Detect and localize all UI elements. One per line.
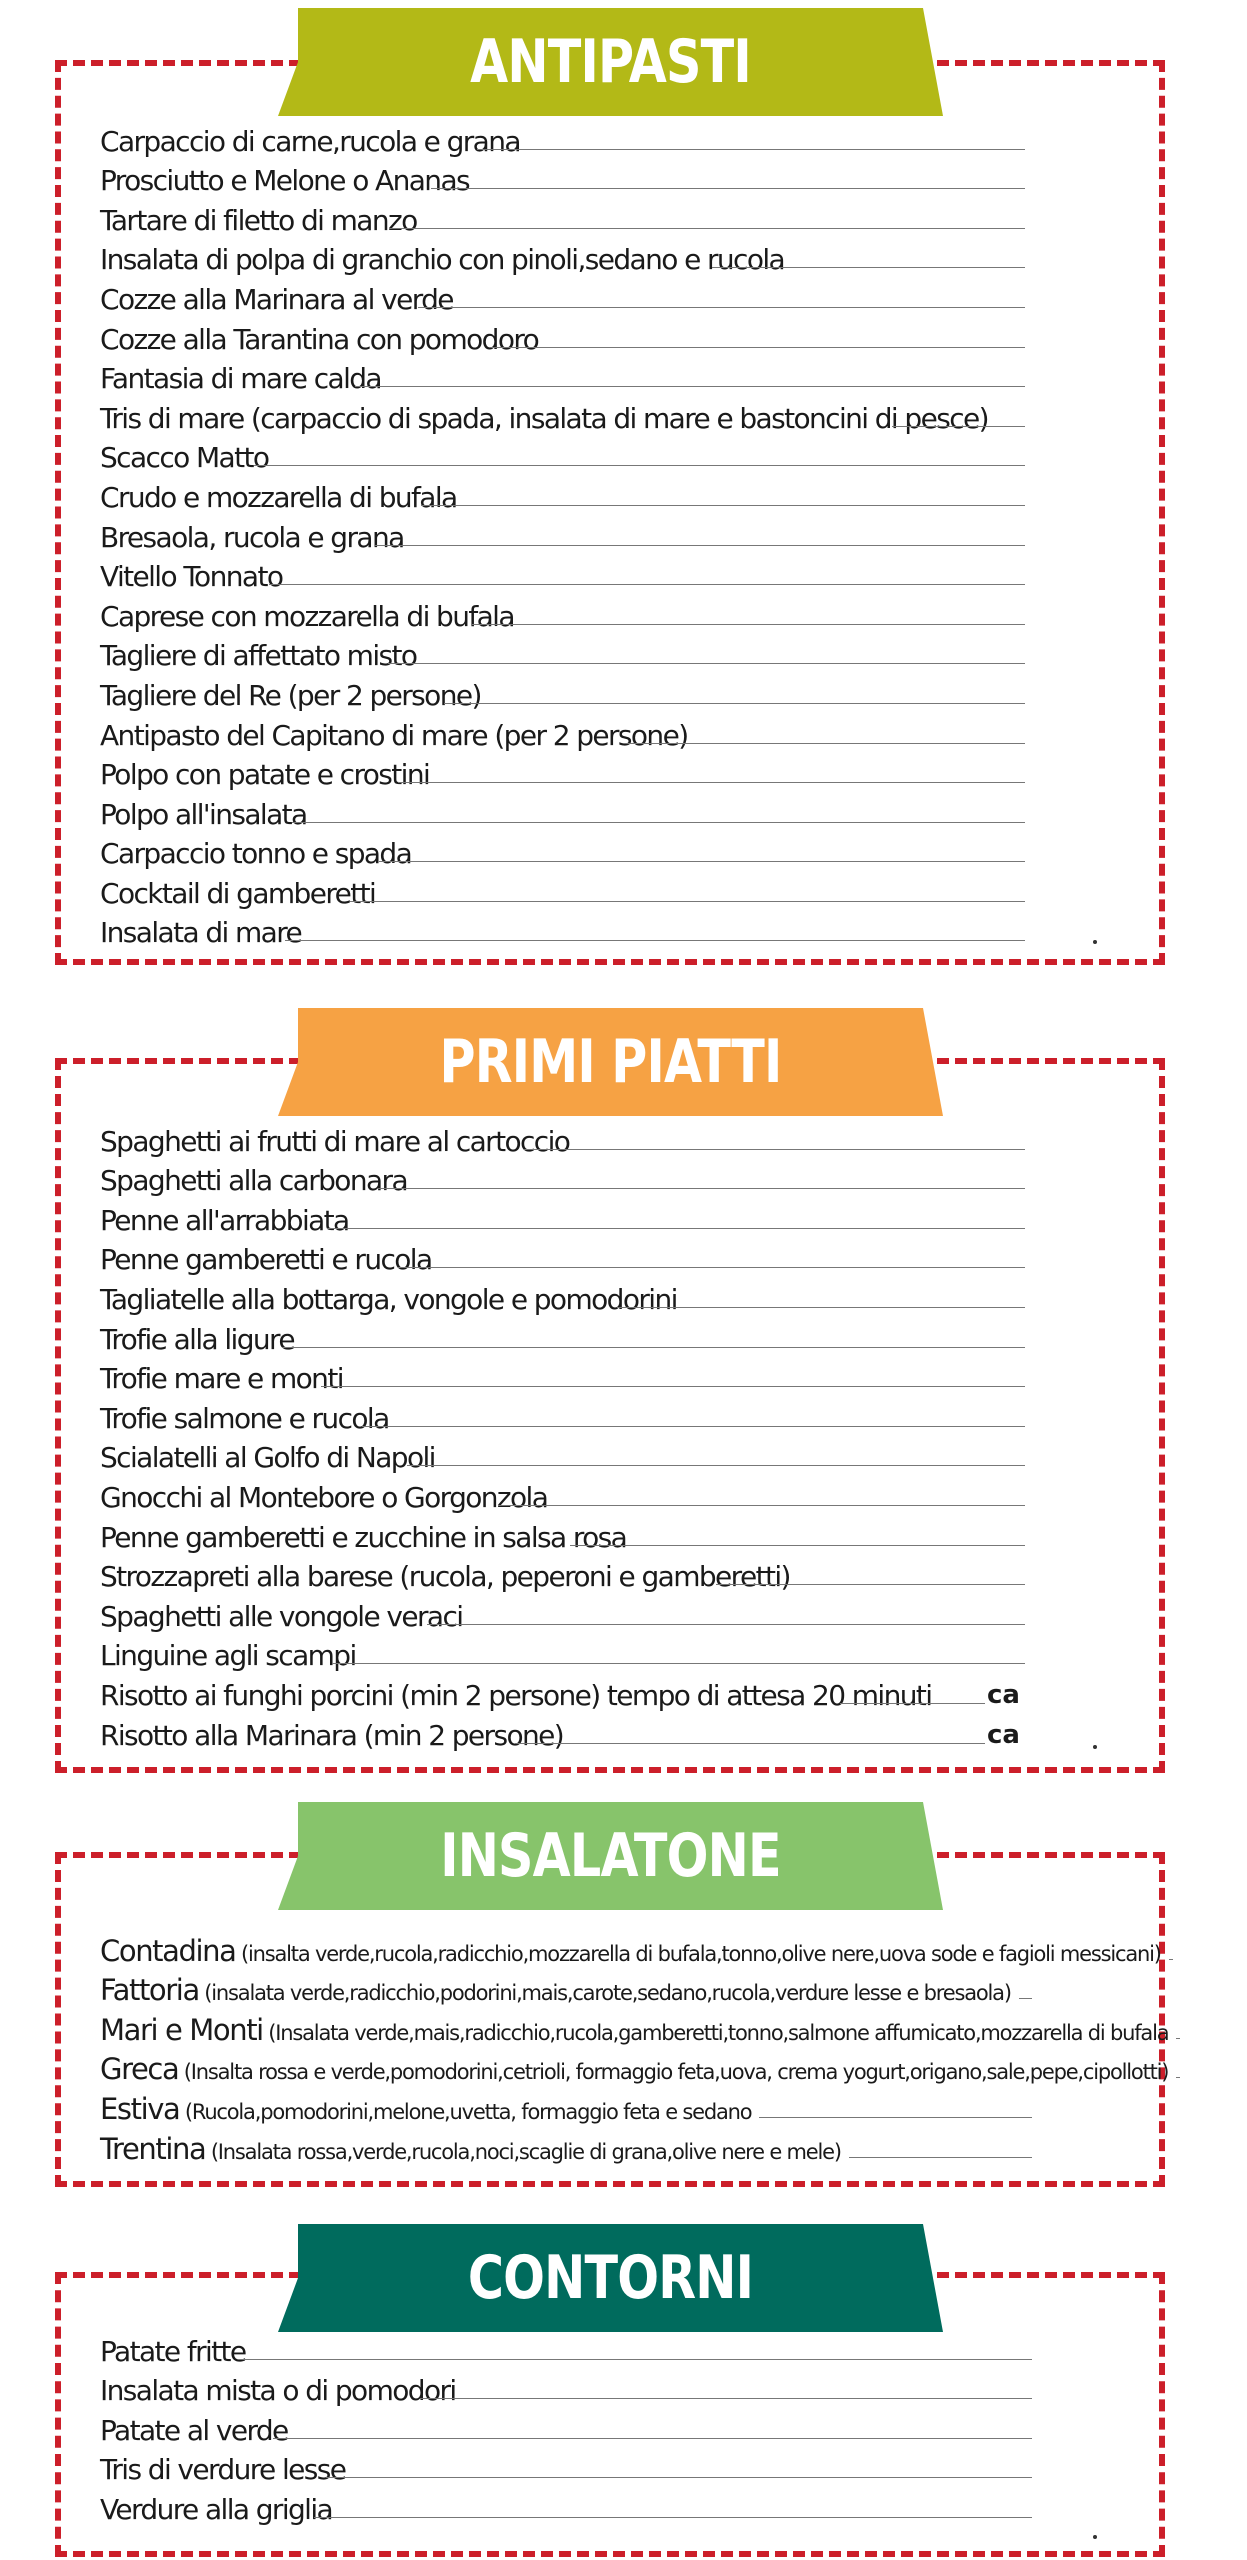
price-leader-line <box>444 702 1025 704</box>
price-leader-line <box>471 623 1025 625</box>
menu-item-name: Linguine agli scampi <box>100 1639 356 1673</box>
menu-item <box>100 1197 1025 1237</box>
decorative-dot <box>1093 1745 1097 1749</box>
menu-item <box>100 514 1025 554</box>
menu-item-name: Caprese con mozzarella di bufala <box>100 599 514 633</box>
price-leader-line <box>314 2516 1032 2518</box>
primi-title: PRIMI PIATTI <box>439 1027 782 1097</box>
price-leader-line <box>418 306 1025 308</box>
menu-item <box>100 435 1025 475</box>
price-leader-line <box>388 662 1025 664</box>
menu-item <box>100 633 1025 673</box>
menu-item-name: Bresaola, rucola e grana <box>100 520 404 554</box>
menu-item-name: Gnocchi al Montebore o Gorgonzola <box>100 1480 548 1514</box>
menu-item <box>100 1435 1025 1475</box>
salad-name: Greca <box>100 2052 179 2087</box>
insalatone-banner <box>278 1802 943 1910</box>
price-leader-line <box>1176 2076 1180 2078</box>
salad-item <box>100 1968 1032 2008</box>
menu-item-name: Tagliere di affettato misto <box>100 639 417 673</box>
price-leader-line <box>269 583 1025 585</box>
menu-item <box>100 1356 1025 1396</box>
menu-item <box>100 1633 1025 1673</box>
price-leader-line <box>849 2156 1032 2158</box>
menu-item-name: Risotto ai funghi porcini (min 2 persone) tempo di attesa 20 minuti <box>100 1678 932 1712</box>
price-leader-line <box>431 187 1025 189</box>
menu-item-name: Penne gamberetti e zucchine in salsa rosa <box>100 1520 627 1554</box>
price-leader-line <box>515 1742 985 1744</box>
menu-item <box>100 1158 1025 1198</box>
price-leader-line <box>892 425 1025 427</box>
menu-item <box>100 395 1025 435</box>
menu-item-name: Polpo all'insalata <box>100 797 307 831</box>
menu-item <box>100 118 1025 158</box>
price-fragment: ca <box>987 1719 1020 1750</box>
menu-item-name: Scacco Matto <box>100 441 269 475</box>
menu-item <box>100 276 1025 316</box>
antipasti-list <box>100 118 1025 949</box>
salad-name: Fattoria <box>100 1973 199 2008</box>
menu-item-name: Crudo e mozzarella di bufala <box>100 480 457 514</box>
salad-description: (insalta verde,rucola,radicchio,mozzarella di bufala,tonno,olive nere,uova sode e fagioli messicani) <box>235 1941 1161 1966</box>
menu-item-name: Tartare di filetto di manzo <box>100 203 417 237</box>
price-leader-line <box>292 821 1025 823</box>
menu-item <box>100 1316 1025 1356</box>
menu-item <box>100 2368 1032 2408</box>
price-leader-line <box>421 504 1025 506</box>
price-leader-line <box>712 266 1026 268</box>
salad-description: (Insalata verde,mais,radicchio,rucola,gamberetti,tonno,salmone affumicato,mozzarella di bufala <box>262 2020 1169 2045</box>
menu-item <box>100 158 1025 198</box>
price-leader-line <box>498 1504 1025 1506</box>
menu-item-name: Tris di verdure lesse <box>100 2453 346 2487</box>
menu-item-name: Spaghetti alle vongole veraci <box>100 1599 463 1633</box>
price-leader-line <box>1019 1997 1032 1999</box>
menu-item <box>100 1514 1025 1554</box>
menu-item-name: Trofie salmone e rucola <box>100 1401 389 1435</box>
menu-item <box>100 356 1025 396</box>
menu-item-name: Risotto alla Marinara (min 2 persone) <box>100 1718 564 1752</box>
menu-item-name: Tagliere del Re (per 2 persone) <box>100 678 481 712</box>
menu-item <box>100 831 1025 871</box>
insalatone-title: INSALATONE <box>440 1821 781 1891</box>
menu-item <box>100 1474 1025 1514</box>
menu-item <box>100 791 1025 831</box>
menu-item-name: Verdure alla griglia <box>100 2492 333 2526</box>
price-leader-line <box>617 1306 1025 1308</box>
salad-description: (Insalata rossa,verde,rucola,noci,scaglie di grana,olive nere e mele) <box>205 2139 841 2164</box>
menu-item <box>100 1118 1025 1158</box>
menu-item-name: Prosciutto e Melone o Ananas <box>100 164 469 198</box>
price-leader-line <box>375 544 1025 546</box>
primi-banner <box>278 1008 943 1116</box>
menu-item-name: Insalata di polpa di granchio con pinoli,sedano e rucola <box>100 243 785 277</box>
salad-item <box>100 2126 1032 2166</box>
menu-item-name: Cocktail di gamberetti <box>100 876 376 910</box>
menu-item <box>100 1672 1025 1712</box>
salad-name: Contadina <box>100 1933 236 1968</box>
antipasti-banner <box>278 8 943 116</box>
menu-item-name: Spaghetti alla carbonara <box>100 1164 408 1198</box>
menu-item-name: Antipasto del Capitano di mare (per 2 persone) <box>100 718 688 752</box>
contorni-banner <box>278 2224 943 2332</box>
price-leader-line <box>254 464 1025 466</box>
menu-item-name: Patate fritte <box>100 2334 246 2368</box>
price-leader-line <box>570 1544 1025 1546</box>
menu-item <box>100 554 1025 594</box>
menu-item <box>100 197 1025 237</box>
menu-item-name: Insalata mista o di pomodori <box>100 2374 456 2408</box>
menu-item-name: Trofie alla ligure <box>100 1322 294 1356</box>
menu-item <box>100 1712 1025 1752</box>
insalatone-list <box>100 1928 1169 2166</box>
menu-item <box>100 672 1025 712</box>
menu-item-name: Polpo con patate e crostini <box>100 758 430 792</box>
decorative-dot <box>1093 2535 1097 2539</box>
menu-item-name: Insalata di mare <box>100 916 302 950</box>
salad-item <box>100 2007 1169 2047</box>
menu-item <box>100 910 1025 950</box>
price-leader-line <box>326 2476 1032 2478</box>
price-leader-line <box>427 1623 1025 1625</box>
menu-item-name: Scialatelli al Golfo di Napoli <box>100 1441 435 1475</box>
menu-item-name: Strozzapreti alla barese (rucola, peperoni e gamberetti) <box>100 1560 790 1594</box>
price-leader-line <box>355 385 1025 387</box>
menu-item <box>100 1237 1025 1277</box>
menu-item <box>100 1276 1025 1316</box>
salad-name: Mari e Monti <box>100 2012 263 2047</box>
menu-item <box>100 2447 1032 2487</box>
contorni-list <box>100 2328 1032 2526</box>
price-leader-line <box>491 346 1025 348</box>
menu-item-name: Cozze alla Marinara al verde <box>100 282 453 316</box>
price-leader-line <box>379 860 1025 862</box>
menu-item <box>100 1554 1025 1594</box>
menu-item <box>100 1395 1025 1435</box>
price-leader-line <box>273 2437 1032 2439</box>
menu-item <box>100 474 1025 514</box>
price-leader-line <box>282 1346 1025 1348</box>
price-leader-line <box>321 1385 1025 1387</box>
antipasti-title: ANTIPASTI <box>470 27 751 97</box>
menu-item-name: Spaghetti ai frutti di mare al cartoccio <box>100 1124 570 1158</box>
menu-item-name: Carpaccio di carne,rucola e grana <box>100 124 520 158</box>
menu-item-name: Tagliatelle alla bottarga, vongole e pomodorini <box>100 1282 677 1316</box>
price-leader-line <box>524 1148 1025 1150</box>
menu-item-name: Patate al verde <box>100 2413 288 2447</box>
price-leader-line <box>398 781 1025 783</box>
menu-item-name: Cozze alla Tarantina con pomodoro <box>100 322 539 356</box>
menu-item-name: Tris di mare (carpaccio di spada, insalata di mare e bastoncini di pesce) <box>100 401 988 435</box>
price-fragment: ca <box>987 1679 1020 1710</box>
primi-list <box>100 1118 1025 1752</box>
price-leader-line <box>716 1583 1025 1585</box>
menu-item <box>100 237 1025 277</box>
menu-item <box>100 316 1025 356</box>
price-leader-line <box>238 2358 1032 2360</box>
menu-item-name: Carpaccio tonno e spada <box>100 837 412 871</box>
price-leader-line <box>398 1266 1025 1268</box>
menu-item <box>100 593 1025 633</box>
price-leader-line <box>407 1464 1025 1466</box>
price-leader-line <box>327 1227 1025 1229</box>
salad-description: (Insalta rossa e verde,pomodorini,cetrioli, formaggio feta,uova, crema yogurt,origano,sale,pepe,cipollotti) <box>178 2060 1169 2085</box>
price-leader-line <box>1169 1958 1173 1960</box>
menu-item-name: Trofie mare e monti <box>100 1362 343 1396</box>
salad-item <box>100 2047 1169 2087</box>
price-leader-line <box>420 2397 1032 2399</box>
price-leader-line <box>477 148 1025 150</box>
price-leader-line <box>350 900 1025 902</box>
price-leader-line <box>840 1702 985 1704</box>
menu-item <box>100 2486 1032 2526</box>
menu-item-name: Fantasia di mare calda <box>100 362 381 396</box>
price-leader-line <box>377 1187 1025 1189</box>
salad-name: Trentina <box>100 2131 206 2166</box>
price-leader-line <box>759 2116 1032 2118</box>
menu-item-name: Vitello Tonnato <box>100 560 283 594</box>
price-leader-line <box>389 227 1025 229</box>
menu-item <box>100 1593 1025 1633</box>
menu-item-name: Penne gamberetti e rucola <box>100 1243 432 1277</box>
salad-item <box>100 1928 1161 1968</box>
salad-item <box>100 2086 1032 2126</box>
decorative-dot <box>1093 940 1097 944</box>
price-leader-line <box>1176 2037 1180 2039</box>
menu-item <box>100 712 1025 752</box>
salad-description: (insalata verde,radicchio,podorini,mais,carote,sedano,rucola,verdure lesse e bresaola) <box>198 1981 1011 2006</box>
price-leader-line <box>362 1425 1025 1427</box>
price-leader-line <box>285 939 1025 941</box>
price-leader-line <box>332 1662 1025 1664</box>
menu-item <box>100 2407 1032 2447</box>
contorni-title: CONTORNI <box>467 2243 754 2313</box>
salad-description: (Rucola,pomodorini,melone,uvetta, formaggio feta e sedano <box>179 2099 752 2124</box>
menu-item <box>100 752 1025 792</box>
price-leader-line <box>624 742 1025 744</box>
menu-item <box>100 870 1025 910</box>
salad-name: Estiva <box>100 2091 180 2126</box>
menu-item-name: Penne all'arrabbiata <box>100 1203 349 1237</box>
menu-item <box>100 2328 1032 2368</box>
